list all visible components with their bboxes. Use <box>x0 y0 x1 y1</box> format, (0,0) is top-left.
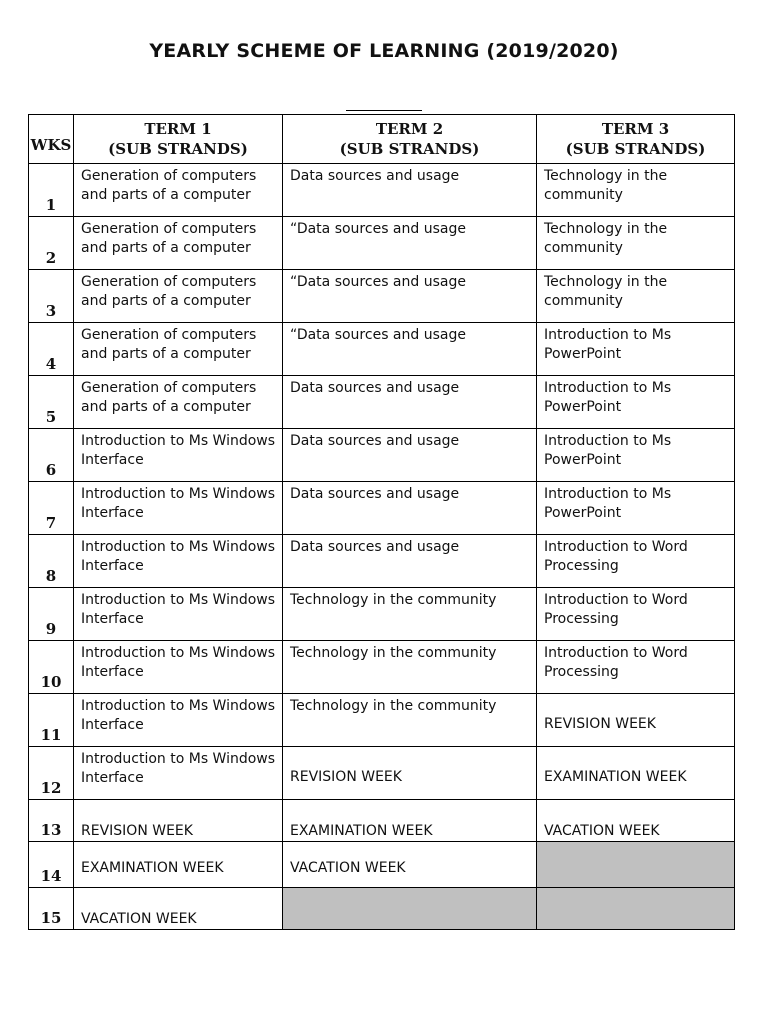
term-1-cell: VACATION WEEK <box>74 888 283 930</box>
term-1-cell: Generation of computers and parts of a computer <box>74 323 283 376</box>
table-row <box>29 588 735 641</box>
table-row <box>29 217 735 270</box>
week-number: 9 <box>29 588 74 641</box>
week-number: 5 <box>29 376 74 429</box>
header-row <box>29 115 735 164</box>
table-row <box>29 842 735 888</box>
week-number: 13 <box>29 800 74 842</box>
week-number: 8 <box>29 535 74 588</box>
week-number: 7 <box>29 482 74 535</box>
term-1-cell: Introduction to Ms Windows Interface <box>74 747 283 800</box>
term-1-cell: Generation of computers and parts of a computer <box>74 164 283 217</box>
week-number: 11 <box>29 694 74 747</box>
term-1-cell: REVISION WEEK <box>74 800 283 842</box>
header-term-1-title: TERM 1 <box>144 120 212 138</box>
term-1-cell: Introduction to Ms Windows Interface <box>74 641 283 694</box>
term-3-cell: Introduction to Ms PowerPoint <box>537 429 735 482</box>
table-row <box>29 323 735 376</box>
header-term-2 <box>283 115 537 164</box>
term-2-cell: Data sources and usage <box>283 376 537 429</box>
decorative-rule <box>346 110 422 111</box>
document-title: YEARLY SCHEME OF LEARNING (2019/2020) <box>149 40 619 62</box>
header-term-3-subtitle: (SUB STRANDS) <box>565 140 706 158</box>
header-term-3 <box>537 115 735 164</box>
term-2-cell-shaded <box>283 888 537 930</box>
term-3-cell-shaded <box>537 842 735 888</box>
header-term-2-subtitle: (SUB STRANDS) <box>339 140 480 158</box>
term-3-cell: Introduction to Word Processing <box>537 641 735 694</box>
header-term-3-title: TERM 3 <box>601 120 670 138</box>
term-2-cell: Technology in the community <box>283 588 537 641</box>
term-1-cell: Introduction to Ms Windows Interface <box>74 694 283 747</box>
term-1-cell: Generation of computers and parts of a computer <box>74 217 283 270</box>
table-row <box>29 164 735 217</box>
term-3-cell: Technology in the community <box>537 270 735 323</box>
term-2-cell: Data sources and usage <box>283 482 537 535</box>
term-1-cell: Introduction to Ms Windows Interface <box>74 429 283 482</box>
table-row <box>29 376 735 429</box>
term-2-cell: EXAMINATION WEEK <box>283 800 537 842</box>
term-1-cell: Introduction to Ms Windows Interface <box>74 588 283 641</box>
header-term-1-subtitle: (SUB STRANDS) <box>108 140 248 158</box>
term-3-cell: Introduction to Ms PowerPoint <box>537 376 735 429</box>
term-2-cell: Technology in the community <box>283 641 537 694</box>
table-row <box>29 535 735 588</box>
term-2-cell: Data sources and usage <box>283 535 537 588</box>
term-2-cell: VACATION WEEK <box>283 842 537 888</box>
week-number: 1 <box>29 164 74 217</box>
week-number: 3 <box>29 270 74 323</box>
term-2-cell: “Data sources and usage <box>283 217 537 270</box>
term-2-cell: Data sources and usage <box>283 429 537 482</box>
week-number: 15 <box>29 888 74 930</box>
table-row <box>29 482 735 535</box>
header-wks: WKS <box>29 115 74 164</box>
table-row <box>29 694 735 747</box>
term-3-cell: Technology in the community <box>537 217 735 270</box>
term-3-cell-shaded <box>537 888 735 930</box>
week-number: 14 <box>29 842 74 888</box>
week-number: 6 <box>29 429 74 482</box>
term-3-cell: Introduction to Ms PowerPoint <box>537 482 735 535</box>
table-row <box>29 641 735 694</box>
term-3-cell: VACATION WEEK <box>537 800 735 842</box>
term-1-cell: Generation of computers and parts of a computer <box>74 376 283 429</box>
term-2-cell: Technology in the community <box>283 694 537 747</box>
table-row <box>29 747 735 800</box>
week-number: 4 <box>29 323 74 376</box>
term-3-cell: EXAMINATION WEEK <box>537 747 735 800</box>
week-number: 12 <box>29 747 74 800</box>
term-2-cell: REVISION WEEK <box>283 747 537 800</box>
table-row <box>29 888 735 930</box>
term-3-cell: REVISION WEEK <box>537 694 735 747</box>
week-number: 2 <box>29 217 74 270</box>
table-row <box>29 270 735 323</box>
term-2-cell: “Data sources and usage <box>283 270 537 323</box>
term-3-cell: Introduction to Ms PowerPoint <box>537 323 735 376</box>
scheme-table <box>28 114 735 930</box>
term-2-cell: “Data sources and usage <box>283 323 537 376</box>
term-2-cell: Data sources and usage <box>283 164 537 217</box>
term-3-cell: Technology in the community <box>537 164 735 217</box>
term-3-cell: Introduction to Word Processing <box>537 535 735 588</box>
week-number: 10 <box>29 641 74 694</box>
term-3-cell: Introduction to Word Processing <box>537 588 735 641</box>
header-term-1 <box>74 115 283 164</box>
term-1-cell: Introduction to Ms Windows Interface <box>74 482 283 535</box>
term-1-cell: EXAMINATION WEEK <box>74 842 283 888</box>
table-row <box>29 429 735 482</box>
table-row <box>29 800 735 842</box>
header-term-2-title: TERM 2 <box>375 120 444 138</box>
term-1-cell: Generation of computers and parts of a computer <box>74 270 283 323</box>
term-1-cell: Introduction to Ms Windows Interface <box>74 535 283 588</box>
